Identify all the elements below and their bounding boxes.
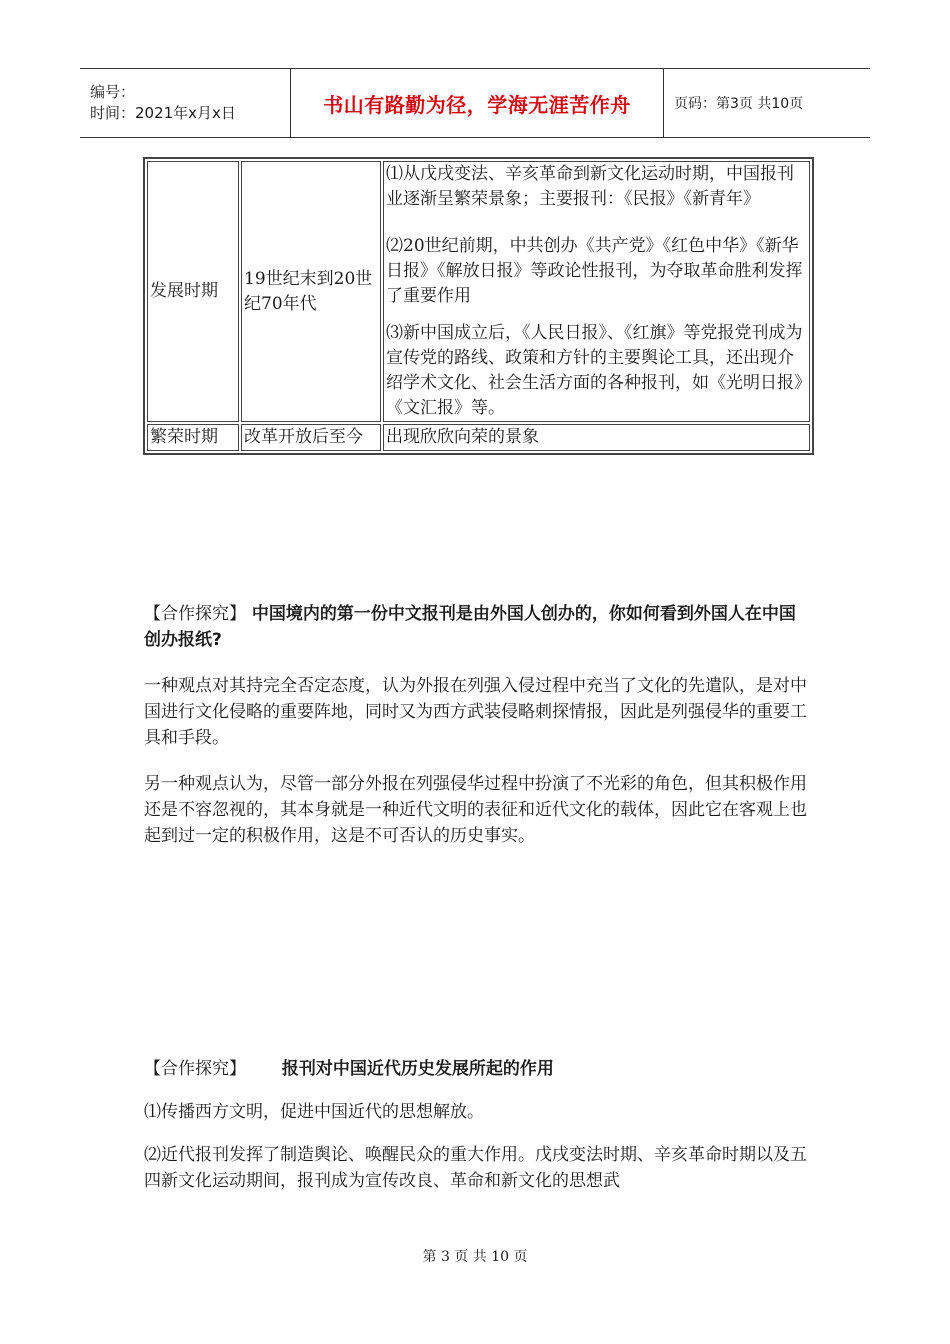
page-header (80, 68, 870, 138)
cooperative-inquiry-2 (144, 1056, 808, 1194)
section-tag: 【合作探究】 (144, 1059, 246, 1079)
point-1: ⑴从戊戌变法、辛亥革命到新文化运动时期，中国报刊业逐渐呈繁荣景象；主要报刊：《民报》《新青年》 (386, 164, 794, 209)
section-tag: 【合作探究】 (144, 604, 246, 624)
points-cell (383, 161, 810, 422)
time-cell: 改革开放后至今 (241, 424, 381, 451)
number-label: 编号： (90, 83, 136, 101)
point-1: 出现欣欣向荣的景象 (386, 427, 539, 447)
paragraph: 一种观点对其持完全否定态度，认为外报在列强入侵过程中充当了文化的先遣队，是对中国进行文化侵略的重要阵地，同时又为西方武装侵略刺探情报，因此是列强侵华的重要工具和手段。 (144, 676, 807, 748)
header-motto: 书山有路勤为径，学海无涯苦作舟 (291, 69, 664, 137)
list-item: ⑵近代报刊发挥了制造舆论、唤醒民众的重大作用。戊戌变法时期、辛亥革命时期以及五四新文化运动期间，报刊成为宣传改良、革命和新文化的思想武 (144, 1145, 807, 1191)
period-cell: 繁荣时期 (147, 424, 239, 451)
page-footer: 第 3 页 共 10 页 (422, 1249, 528, 1265)
time-cell: 19世纪末到20世纪70年代 (241, 161, 381, 422)
cooperative-inquiry-1 (144, 601, 808, 849)
table-row (147, 424, 810, 451)
section-question: 报刊对中国近代历史发展所起的作用 (281, 1059, 554, 1079)
header-page-label: 页码：第3页 共10页 (674, 96, 804, 112)
section-question: 中国境内的第一份中文报刊是由外国人创办的，你如何看到外国人在中国创办报纸? (144, 604, 796, 650)
press-history-table (143, 157, 814, 455)
period-cell: 发展时期 (147, 161, 239, 422)
points-cell (383, 424, 810, 451)
paragraph: 另一种观点认为，尽管一部分外报在列强侵华过程中扮演了不光彩的角色，但其积极作用还是不容忽视的，其本身就是一种近代文明的表征和近代文化的载体，因此它在客观上也起到过一定的积极作用，这是不可否认的历史事实。 (144, 774, 807, 846)
table-row (147, 161, 810, 422)
point-2: ⑵20世纪前期，中共创办《共产党》《红色中华》《新华日报》《解放日报》等政论性报刊，为夺取革命胜利发挥了重要作用 (386, 236, 803, 306)
header-meta (80, 69, 291, 137)
time-label: 时间：2021年x月x日 (90, 104, 236, 122)
section-heading (144, 1056, 808, 1082)
list-item: ⑴传播西方文明，促进中国近代的思想解放。 (144, 1102, 484, 1122)
section-heading (144, 601, 808, 653)
point-3: ⑶新中国成立后，《人民日报》、《红旗》等党报党刊成为宣传党的路线、政策和方针的主要舆论工具，还出现介绍学术文化、社会生活方面的各种报刊，如《光明日报》《文汇报》等。 (386, 323, 803, 418)
